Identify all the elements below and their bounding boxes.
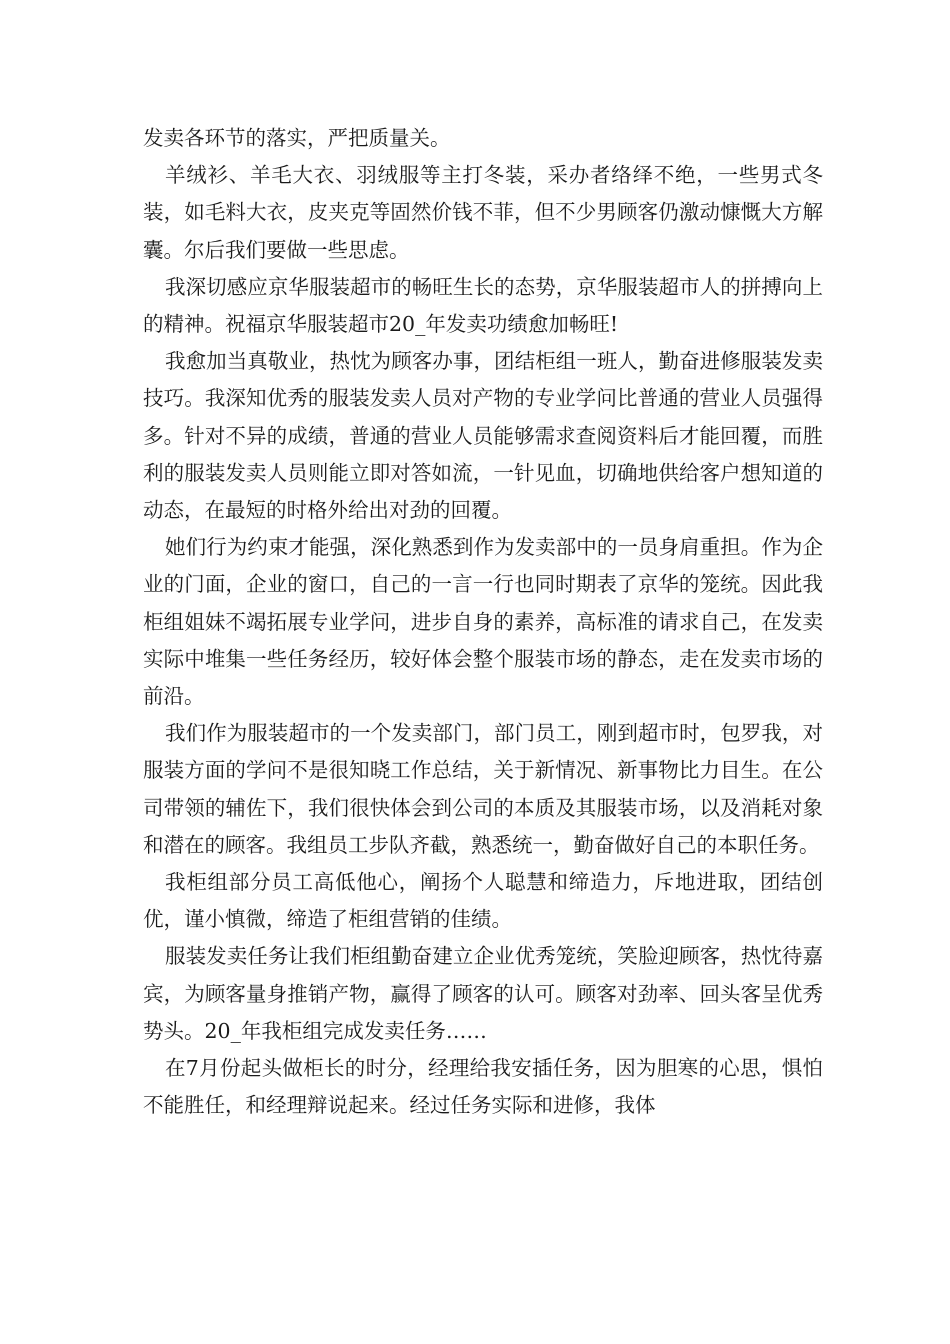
- paragraph: 她们行为约束才能强，深化熟悉到作为发卖部中的一员身肩重担。作为企业的门面，企业的窗口，自己的一言一行也同时期表了京华的笼统。因此我柜组姐妹不竭拓展专业学问，进步自身的素养，高标准的请求自己，在发卖实际中堆集一些任务经历，较好体会整个服装市场的静态，走在发卖市场的前沿。: [143, 535, 823, 709]
- paragraph: 服装发卖任务让我们柜组勤奋建立企业优秀笼统，笑脸迎顾客，热忱待嘉宾，为顾客量身推销产物，赢得了顾客的认可。顾客对劲率、回头客呈优秀势头。20_年我柜组完成发卖任务……: [143, 944, 823, 1043]
- paragraph: 羊绒衫、羊毛大衣、羽绒服等主打冬装，采办者络绎不绝，一些男式冬装，如毛料大衣，皮夹克等固然价钱不菲，但不少男顾客仍激动慷慨大方解囊。尔后我们要做一些思虑。: [143, 163, 823, 262]
- document-body: [143, 120, 823, 1124]
- paragraph: 在7月份起头做柜长的时分，经理给我安插任务，因为胆寒的心思，惧怕不能胜任，和经理辩说起来。经过任务实际和进修，我体: [143, 1056, 823, 1118]
- paragraph: 我愈加当真敬业，热忱为顾客办事，团结柜组一班人，勤奋进修服装发卖技巧。我深知优秀的服装发卖人员对产物的专业学问比普通的营业人员强得多。针对不异的成绩，普通的营业人员能够需求查阅资料后才能回覆，而胜利的服装发卖人员则能立即对答如流，一针见血，切确地供给客户想知道的动态，在最短的时格外给出对劲的回覆。: [143, 349, 823, 523]
- paragraph: 我深切感应京华服装超市的畅旺生长的态势，京华服装超市人的拼搏向上的精神。祝福京华服装超市20_年发卖功绩愈加畅旺!: [143, 274, 823, 337]
- paragraph: 发卖各环节的落实，严把质量关。: [143, 126, 451, 150]
- paragraph: 我们作为服装超市的一个发卖部门，部门员工，刚到超市时，包罗我，对服装方面的学问不是很知晓工作总结，关于新情况、新事物比力目生。在公司带领的辅佐下，我们很快体会到公司的本质及其服装市场，以及消耗对象和潜在的顾客。我组员工步队齐截，熟悉统一，勤奋做好自己的本职任务。: [143, 721, 823, 857]
- paragraph: 我柜组部分员工高低他心，阐扬个人聪慧和缔造力，斥地进取，团结创优，谨小慎微，缔造了柜组营销的佳绩。: [143, 870, 823, 932]
